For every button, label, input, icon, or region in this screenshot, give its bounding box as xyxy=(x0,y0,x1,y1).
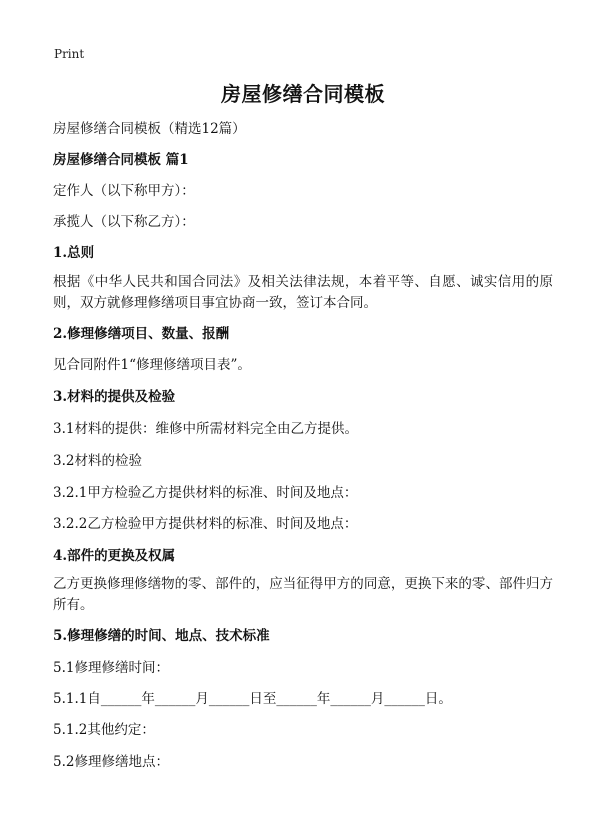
print-link[interactable]: Print xyxy=(54,47,85,61)
party-a-line: 定作人（以下称甲方）： xyxy=(53,183,195,199)
paragraph-parts: 乙方更换修理修缮物的零、部件的，应当征得甲方的同意，更换下来的零、部件归方所有。 xyxy=(53,576,553,613)
heading-general: 1.总则 xyxy=(53,245,95,261)
paragraph-inspection-a: 3.2.1甲方检验乙方提供材料的标准、时间及地点： xyxy=(53,485,358,501)
paragraph-inspection-b: 3.2.2乙方检验甲方提供材料的标准、时间及地点： xyxy=(53,516,358,532)
heading-items: 2.修理修缮项目、数量、报酬 xyxy=(53,326,230,342)
heading-parts: 4.部件的更换及权属 xyxy=(53,548,176,564)
section-heading: 房屋修缮合同模板 篇1 xyxy=(53,152,189,168)
heading-schedule: 5.修理修缮的时间、地点、技术标准 xyxy=(53,628,270,644)
document-title: 房屋修缮合同模板 xyxy=(221,82,385,106)
paragraph-materials-supply: 3.1材料的提供：维修中所需材料完全由乙方提供。 xyxy=(53,421,358,437)
paragraph-schedule-dates: 5.1.1自______年______月______日至______年______月______日。 xyxy=(53,691,452,707)
heading-materials: 3.材料的提供及检验 xyxy=(53,389,176,405)
party-b-line: 承揽人（以下称乙方）： xyxy=(53,214,195,230)
paragraph-materials-inspection: 3.2材料的检验 xyxy=(53,453,142,469)
paragraph-general: 根据《中华人民共和国合同法》及相关法律法规，本着平等、自愿、诚实信用的原则，双方就修理修缮项目事宜协商一致，签订本合同。 xyxy=(53,274,553,311)
paragraph-schedule-time: 5.1修理修缮时间： xyxy=(53,660,169,676)
document-subtitle: 房屋修缮合同模板（精选12篇） xyxy=(53,121,246,137)
paragraph-schedule-other: 5.1.2其他约定： xyxy=(53,722,155,738)
paragraph-items: 见合同附件1“修理修缮项目表”。 xyxy=(53,357,251,373)
paragraph-schedule-location: 5.2修理修缮地点： xyxy=(53,754,169,770)
